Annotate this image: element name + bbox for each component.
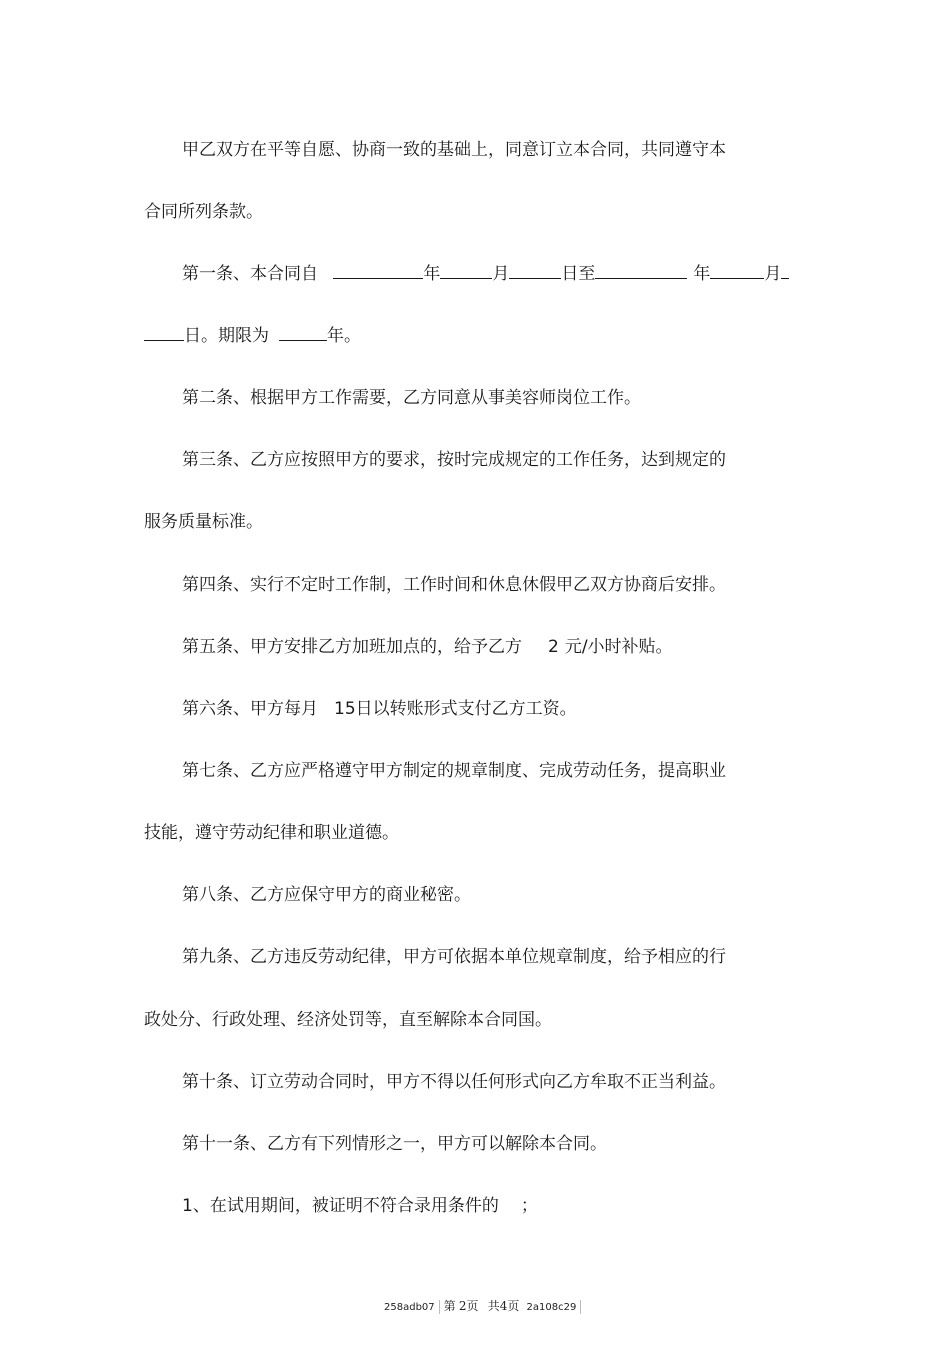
blank-start-month	[440, 264, 492, 279]
blank-term-years	[279, 326, 327, 341]
article-1-line-1	[182, 263, 789, 285]
article-1-year-label: 年	[423, 264, 441, 284]
article-5-amount: 2	[548, 637, 559, 657]
article-9-line-1: 第九条、乙方违反劳动纪律，甲方可依据本单位规章制度，给予相应的行	[182, 947, 726, 967]
article-5-prefix: 第五条、甲方安排乙方加班加点的，给予乙方	[182, 637, 522, 657]
article-1-tail: 日。期限为	[184, 326, 269, 346]
article-10: 第十条、订立劳动合同时，甲方不得以任何形式向乙方牟取不正当利益。	[182, 1072, 726, 1092]
item-1-semicolon: ；	[520, 1196, 538, 1216]
footer-code-left: 258adb07	[384, 1302, 435, 1313]
article-7-line-2: 技能，遵守劳动纪律和职业道德。	[144, 823, 399, 843]
item-1-text: 1、在试用期间，被证明不符合录用条件的	[182, 1196, 499, 1216]
article-1-line-2	[144, 325, 361, 347]
article-9-line-2: 政处分、行政处理、经济处罚等，直至解除本合同国。	[144, 1010, 552, 1030]
footer-page-unit: 页	[466, 1299, 479, 1313]
article-6-suffix: 日以转账形式支付乙方工资。	[355, 699, 577, 719]
article-1-day-to-label: 日至	[561, 264, 596, 284]
footer-total-number: 4	[499, 1299, 508, 1313]
blank-end-day	[144, 326, 184, 341]
article-1-month-label: 月	[492, 264, 510, 284]
article-5	[182, 636, 673, 658]
preamble-line-1: 甲乙双方在平等自愿、协商一致的基础上，同意订立本合同，共同遵守本	[182, 140, 726, 160]
article-1-month2-label: 月	[764, 264, 782, 284]
page-footer	[384, 1297, 585, 1314]
article-11-item-1	[182, 1195, 538, 1217]
article-5-suffix: 元/小时补贴。	[564, 637, 673, 657]
footer-total-label: 共	[487, 1299, 500, 1313]
footer-divider-left	[439, 1300, 440, 1314]
footer-page-label: 第	[443, 1299, 456, 1313]
article-4: 第四条、实行不定时工作制，工作时间和休息休假甲乙双方协商后安排。	[182, 575, 726, 595]
article-3-line-2: 服务质量标准。	[144, 512, 263, 532]
blank-end-month	[710, 264, 764, 279]
article-2: 第二条、根据甲方工作需要，乙方同意从事美容师岗位工作。	[182, 388, 641, 408]
footer-code-right: 2a108c29	[526, 1302, 577, 1313]
article-3-line-1: 第三条、乙方应按照甲方的要求，按时完成规定的工作任务，达到规定的	[182, 450, 726, 470]
article-6-day: 15	[334, 699, 356, 719]
blank-start-day	[509, 264, 561, 279]
article-1-year2-label: 年	[693, 264, 711, 284]
article-1-prefix: 第一条、本合同自	[182, 264, 318, 284]
article-6-prefix: 第六条、甲方每月	[182, 699, 318, 719]
footer-page-number: 2	[458, 1299, 467, 1313]
article-1-years-label: 年。	[327, 326, 361, 346]
blank-start-year	[333, 264, 423, 279]
blank-end-year	[595, 264, 687, 279]
preamble-line-2: 合同所列条款。	[144, 202, 263, 222]
footer-divider-right	[580, 1300, 581, 1314]
article-6	[182, 698, 577, 720]
article-8: 第八条、乙方应保守甲方的商业秘密。	[182, 885, 471, 905]
blank-end-day-start	[781, 264, 789, 279]
article-7-line-1: 第七条、乙方应严格遵守甲方制定的规章制度、完成劳动任务，提高职业	[182, 761, 726, 781]
article-11: 第十一条、乙方有下列情形之一，甲方可以解除本合同。	[182, 1134, 607, 1154]
footer-total-unit: 页	[507, 1299, 520, 1313]
